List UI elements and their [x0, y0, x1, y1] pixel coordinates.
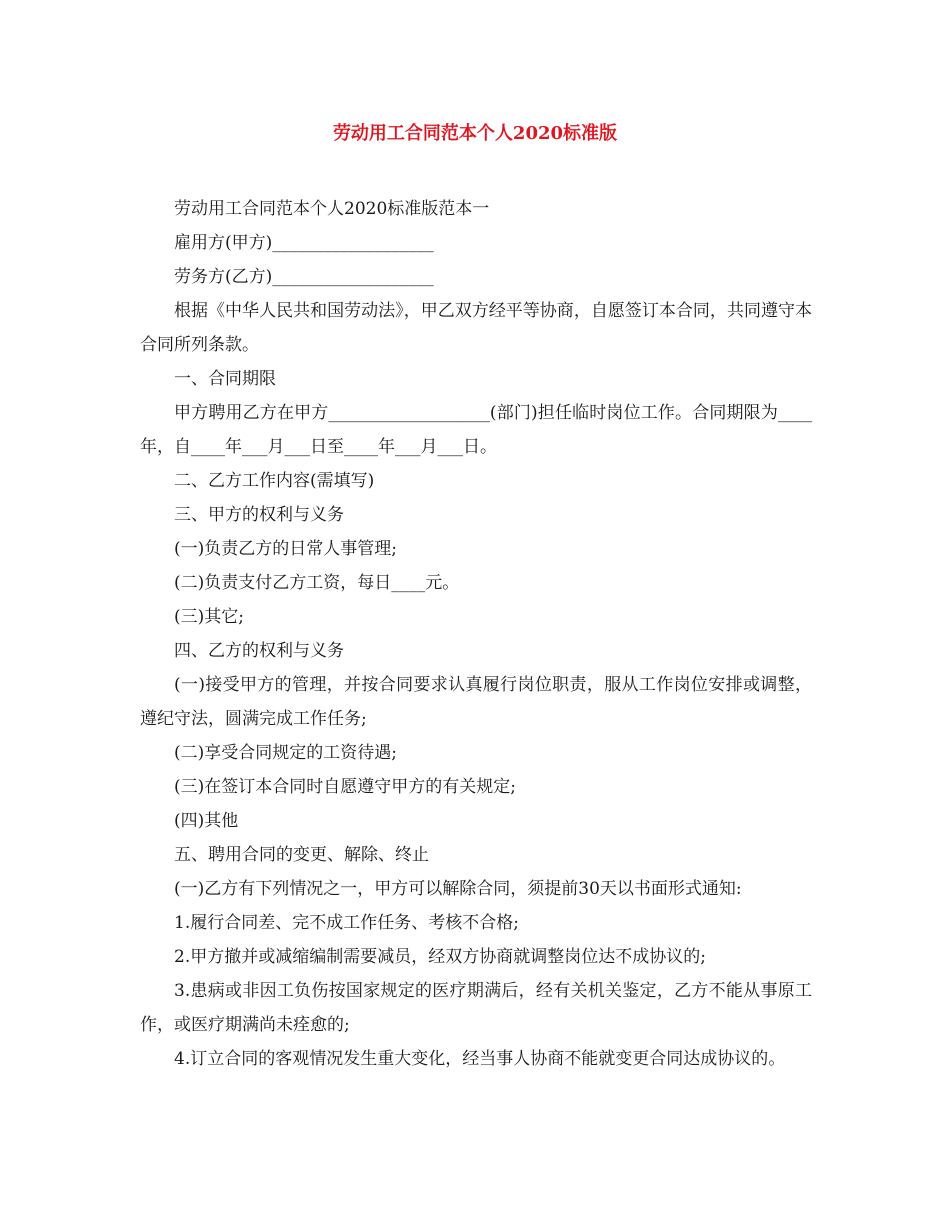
clause-employee-3: (三)在签订本合同时自愿遵守甲方的有关规定; — [174, 777, 516, 797]
section-heading-term: 一、合同期限 — [174, 369, 276, 389]
clause-employer-1: (一)负责乙方的日常人事管理; — [174, 539, 397, 559]
section-heading-employer-rights: 三、甲方的权利与义务 — [174, 505, 344, 525]
paragraph-term: 甲方聘用乙方在甲方___________________(部门)担任临时岗位工作。合同期限为____年，自____年___月___日至____年___月___日。 — [140, 403, 812, 457]
clause-termination-intro: (一)乙方有下列情况之一，甲方可以解除合同，须提前30天以书面形式通知: — [174, 879, 742, 899]
paragraph-employee: 劳务方(乙方)___________________ — [174, 267, 434, 287]
paragraph-subtitle: 劳动用工合同范本个人2020标准版范本一 — [174, 199, 490, 219]
list-item-termination-3: 3.患病或非因工负伤按国家规定的医疗期满后，经有关机关鉴定，乙方不能从事原工作，或医疗期满尚未痊愈的; — [140, 981, 812, 1035]
list-item-termination-1: 1.履行合同差、完不成工作任务、考核不合格; — [174, 913, 519, 933]
list-item-termination-2: 2.甲方撤并或减缩编制需要减员，经双方协商就调整岗位达不成协议的; — [174, 947, 706, 967]
section-heading-termination: 五、聘用合同的变更、解除、终止 — [174, 845, 429, 865]
section-heading-employee-rights: 四、乙方的权利与义务 — [174, 641, 344, 661]
document-title: 劳动用工合同范本个人2020标准版 — [332, 123, 618, 144]
clause-employee-4: (四)其他 — [174, 811, 239, 831]
clause-employee-2: (二)享受合同规定的工资待遇; — [174, 743, 397, 763]
list-item-termination-4: 4.订立合同的客观情况发生重大变化，经当事人协商不能就变更合同达成协议的。 — [174, 1049, 786, 1069]
clause-employer-2: (二)负责支付乙方工资，每日____元。 — [174, 573, 460, 593]
document-body — [140, 192, 812, 1076]
section-heading-duties: 二、乙方工作内容(需填写) — [174, 471, 375, 491]
clause-employee-1: (一)接受甲方的管理，并按合同要求认真履行岗位职责，服从工作岗位安排或调整，遵纪守法，圆满完成工作任务; — [140, 675, 812, 729]
paragraph-preamble: 根据《中华人民共和国劳动法》，甲乙双方经平等协商，自愿签订本合同，共同遵守本合同所列条款。 — [140, 301, 812, 355]
paragraph-employer: 雇用方(甲方)___________________ — [174, 233, 434, 253]
clause-employer-3: (三)其它; — [174, 607, 244, 627]
